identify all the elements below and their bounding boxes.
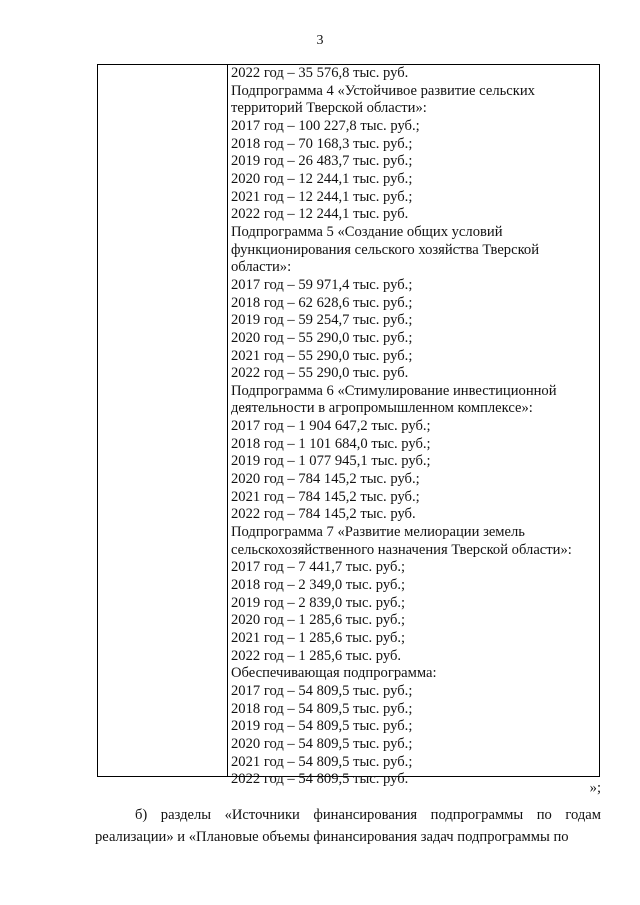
- table-line: 2018 год – 62 628,6 тыс. руб.;: [231, 294, 413, 311]
- table-line: Подпрограмма 4 «Устойчивое развитие сельских: [231, 82, 535, 99]
- table-line: 2020 год – 55 290,0 тыс. руб.;: [231, 329, 413, 346]
- table-line: 2022 год – 12 244,1 тыс. руб.: [231, 206, 409, 223]
- table-line: области»:: [231, 259, 292, 276]
- table-line: 2019 год – 2 839,0 тыс. руб.;: [231, 594, 406, 611]
- table-line: 2021 год – 12 244,1 тыс. руб.;: [231, 188, 413, 205]
- table-line: функционирования сельского хозяйства Тверской: [231, 241, 540, 258]
- table-line: 2018 год – 1 101 684,0 тыс. руб.;: [231, 435, 431, 452]
- table-line: 2018 год – 70 168,3 тыс. руб.;: [231, 135, 413, 152]
- table-line: 2017 год – 59 971,4 тыс. руб.;: [231, 276, 413, 293]
- closing-quote: »;: [589, 780, 601, 796]
- table-line: Обеспечивающая подпрограмма:: [231, 665, 437, 682]
- table-line: 2018 год – 2 349,0 тыс. руб.;: [231, 577, 406, 594]
- table-line: 2019 год – 59 254,7 тыс. руб.;: [231, 312, 413, 329]
- table-line: 2017 год – 1 904 647,2 тыс. руб.;: [231, 418, 431, 435]
- table-text-cell: [231, 65, 595, 789]
- table-line: 2021 год – 55 290,0 тыс. руб.;: [231, 347, 413, 364]
- table-line: территорий Тверской области»:: [231, 100, 427, 117]
- table-line: 2019 год – 26 483,7 тыс. руб.;: [231, 153, 413, 170]
- table-line: Подпрограмма 5 «Создание общих условий: [231, 223, 503, 240]
- financing-table: [97, 64, 600, 788]
- body-paragraph: б) разделы «Источники финансирования подпрограммы по годам реализации» и «Плановые объемы финансирования задач подпрограммы по: [95, 807, 601, 845]
- table-line: 2022 год – 54 809,5 тыс. руб.: [231, 771, 409, 788]
- page-number: 3: [316, 33, 324, 48]
- table-line: 2018 год – 54 809,5 тыс. руб.;: [231, 700, 413, 717]
- table-line: 2017 год – 54 809,5 тыс. руб.;: [231, 682, 413, 699]
- table-line: 2019 год – 54 809,5 тыс. руб.;: [231, 718, 413, 735]
- table-line: деятельности в агропромышленном комплексе»:: [231, 400, 533, 417]
- table-line: 2019 год – 1 077 945,1 тыс. руб.;: [231, 453, 431, 470]
- table-line: 2017 год – 100 227,8 тыс. руб.;: [231, 117, 420, 134]
- table-line: 2021 год – 784 145,2 тыс. руб.;: [231, 488, 420, 505]
- table-line: сельскохозяйственного назначения Тверской области»:: [231, 541, 572, 558]
- table-line: 2020 год – 1 285,6 тыс. руб.;: [231, 612, 406, 629]
- table-line: 2021 год – 54 809,5 тыс. руб.;: [231, 753, 413, 770]
- table-line: 2022 год – 1 285,6 тыс. руб.: [231, 647, 402, 664]
- table-line: 2022 год – 35 576,8 тыс. руб.: [231, 65, 409, 81]
- table-line: Подпрограмма 7 «Развитие мелиорации земель: [231, 524, 525, 541]
- table-line: Подпрограмма 6 «Стимулирование инвестиционной: [231, 382, 557, 399]
- table-line: 2020 год – 54 809,5 тыс. руб.;: [231, 735, 413, 752]
- table-line: 2017 год – 7 441,7 тыс. руб.;: [231, 559, 406, 576]
- table-line: 2022 год – 55 290,0 тыс. руб.: [231, 365, 409, 382]
- table-line: 2021 год – 1 285,6 тыс. руб.;: [231, 630, 406, 646]
- table-line: 2020 год – 12 244,1 тыс. руб.;: [231, 170, 413, 187]
- table-line: 2022 год – 784 145,2 тыс. руб.: [231, 506, 416, 523]
- table-line: 2020 год – 784 145,2 тыс. руб.;: [231, 471, 420, 488]
- column-divider: [227, 65, 228, 776]
